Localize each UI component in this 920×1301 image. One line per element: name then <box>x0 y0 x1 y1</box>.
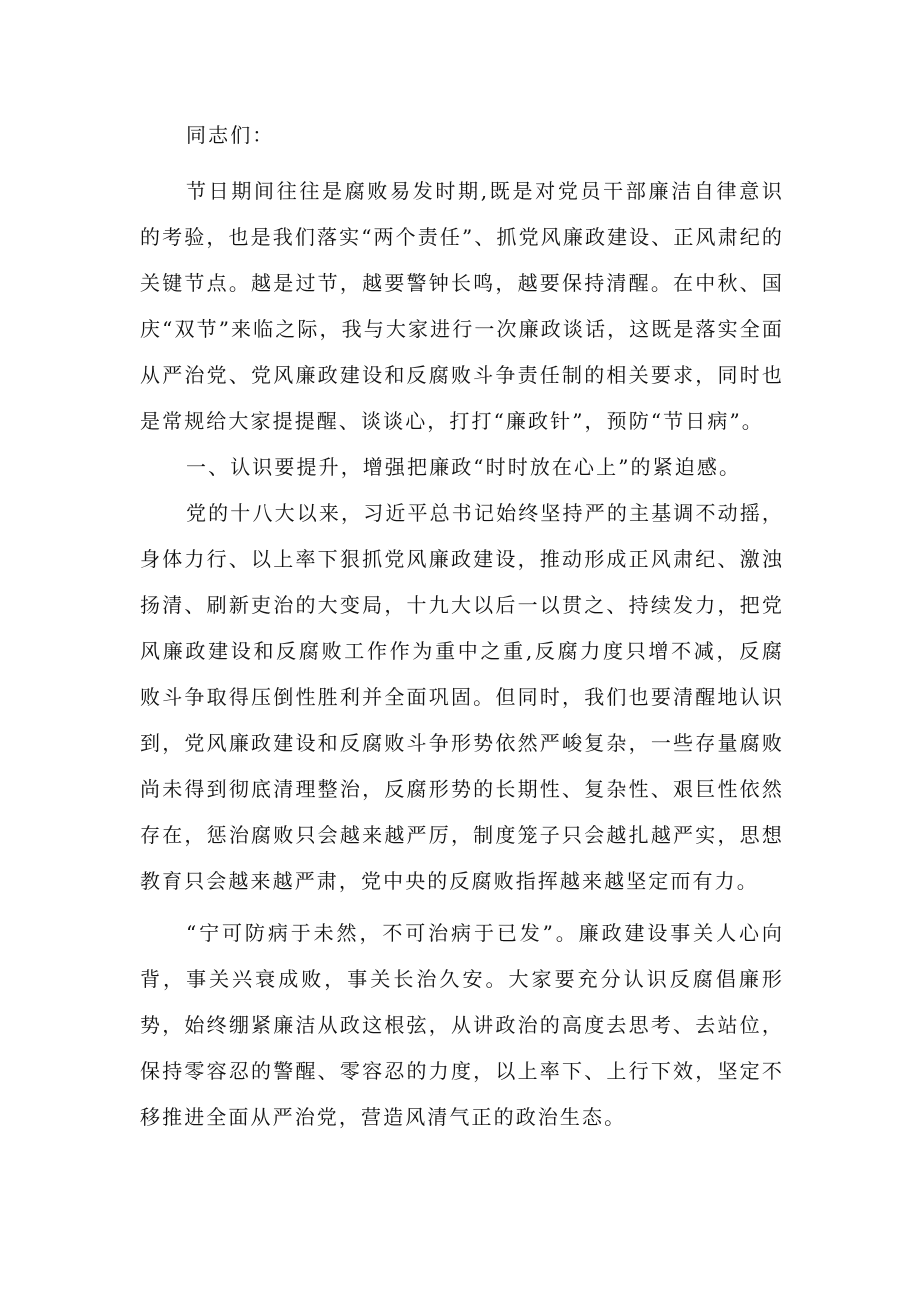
paragraph-intro: 节日期间往往是腐败易发时期,既是对党员干部廉洁自律意识的考验，也是我们落实“两个责任”、抓党风廉政建设、正风肃纪的关键节点。越是过节，越要警钟长鸣，越要保持清醒。在中秋、国庆“双节”来临之际，我与大家进行一次廉政谈话，这既是落实全面从严治党、党风廉政建设和反腐败斗争责任制的相关要求，同时也是常规给大家提提醒、谈谈心，打打“廉政针”，预防“节日病”。 <box>140 179 784 433</box>
paragraph-quote: “宁可防病于未然，不可治病于已发”。廉政建设事关人心向背，事关兴衰成败，事关长治久安。大家要充分认识反腐倡廉形势，始终绷紧廉洁从政这根弦，从讲政治的高度去思考、去站位，保持零容忍的警醒、零容忍的力度，以上率下、上行下效，坚定不移推进全面从严治党，营造风清气正的政治生态。 <box>140 921 784 1129</box>
document-body <box>140 112 784 1140</box>
section-heading-1: 一、认识要提升，增强把廉政“时时放在心上”的紧迫感。 <box>186 455 742 479</box>
paragraph-section-1: 党的十八大以来，习近平总书记始终坚持严的主基调不动摇，身体力行、以上率下狠抓党风廉政建设，推动形成正风肃纪、激浊扬清、刷新吏治的大变局，十九大以后一以贯之、持续发力，把党风廉政建设和反腐败工作作为重中之重,反腐力度只增不减，反腐败斗争取得压倒性胜利并全面巩固。但同时，我们也要清醒地认识到，党风廉政建设和反腐败斗争形势依然严峻复杂，一些存量腐败尚未得到彻底清理整治，反腐形势的长期性、复杂性、艰巨性依然存在，惩治腐败只会越来越严厉，制度笼子只会越扎越严实，思想教育只会越来越严肃，党中央的反腐败指挥越来越坚定而有力。 <box>140 501 784 893</box>
salutation: 同志们： <box>186 123 275 147</box>
